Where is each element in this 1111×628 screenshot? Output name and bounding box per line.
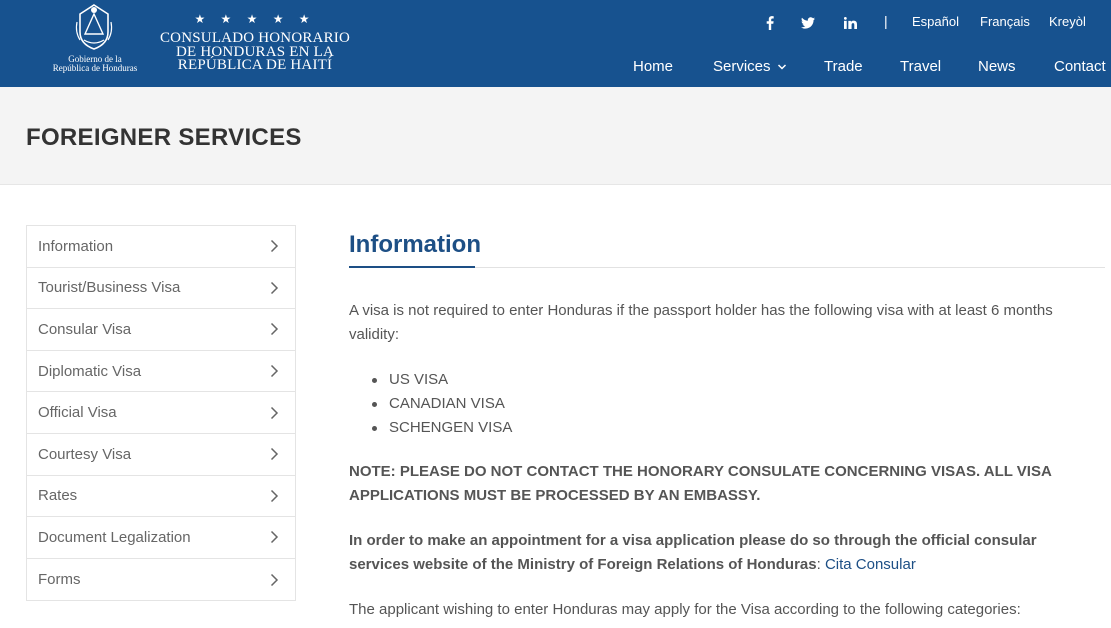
appointment-paragraph (349, 529, 1089, 577)
sidebar-item-label: Diplomatic Visa (38, 362, 142, 380)
chevron-right-icon (270, 489, 279, 503)
nav-services-label: Services (713, 58, 771, 75)
facebook-icon[interactable] (760, 12, 780, 34)
sidebar-item-label: Information (38, 237, 114, 255)
sidebar-menu (26, 225, 296, 601)
chevron-right-icon (270, 530, 279, 544)
sidebar-item-rates[interactable] (27, 476, 295, 518)
consulate-name-line-3: REPÚBLICA DE HAITÍ (177, 57, 333, 73)
language-link-es[interactable]: Español (912, 14, 959, 29)
page-banner (0, 87, 1111, 185)
title-underline (349, 266, 475, 268)
gov-line-1: Gobierno de la (68, 54, 122, 64)
nav-travel[interactable]: Travel (900, 58, 942, 75)
linkedin-icon[interactable] (840, 12, 860, 34)
language-link-fr[interactable]: Français (980, 14, 1030, 29)
cita-consular-link[interactable]: Cita Consular (824, 556, 916, 573)
chevron-right-icon (270, 322, 279, 336)
sidebar-item-courtesy-visa[interactable] (27, 434, 295, 476)
chevron-right-icon (270, 406, 279, 420)
gov-line-2: República de Honduras (52, 63, 138, 73)
coat-of-arms-icon (74, 2, 114, 52)
chevron-down-icon (777, 62, 787, 72)
sidebar-item-label: Courtesy Visa (38, 445, 132, 463)
visa-list (349, 368, 512, 440)
site-header (0, 0, 1111, 87)
list-item: CANADIAN VISA (349, 392, 512, 416)
header-separator: | (884, 13, 888, 29)
nav-news[interactable]: News (978, 58, 1016, 75)
appointment-text: In order to make an appointment for a visa application please do so through the official consular services website of the Ministry of Foreign Relations of Honduras (349, 532, 1037, 573)
intro-paragraph: A visa is not required to enter Honduras if the passport holder has the following visa with at least 6 months validity: (349, 302, 1053, 343)
language-link-ht[interactable]: Kreyòl (1049, 14, 1086, 29)
consulate-name-line-1: CONSULADO HONORARIO (159, 30, 351, 46)
nav-trade[interactable]: Trade (824, 58, 863, 75)
sidebar-item-label: Consular Visa (38, 320, 132, 338)
sidebar-item-consular-visa[interactable] (27, 309, 295, 351)
sidebar-item-tourist-business-visa[interactable] (27, 268, 295, 310)
chevron-right-icon (270, 573, 279, 587)
sidebar-item-document-legalization[interactable] (27, 517, 295, 559)
chevron-right-icon (270, 281, 279, 295)
sidebar-item-official-visa[interactable] (27, 392, 295, 434)
visa-note: NOTE: PLEASE DO NOT CONTACT THE HONORARY CONSULATE CONCERNING VISAS. ALL VISA APPLICATIONS MUST BE PROCESSED BY AN EMBASSY. (349, 463, 1052, 504)
chevron-right-icon (270, 447, 279, 461)
page-title: FOREIGNER SERVICES (26, 124, 302, 151)
section-title: Information (349, 231, 481, 258)
sidebar-item-label: Rates (38, 487, 78, 505)
consulate-name-line-2: DE HONDURAS EN LA (176, 44, 334, 60)
categories-paragraph: The applicant wishing to enter Honduras may apply for the Visa according to the following categories: (349, 601, 1021, 618)
sidebar-item-label: Tourist/Business Visa (38, 279, 181, 297)
sidebar-item-label: Official Visa (38, 404, 117, 422)
main-content (349, 225, 1105, 618)
appointment-colon: : (816, 556, 825, 573)
list-item: SCHENGEN VISA (349, 416, 512, 440)
stars-icon: ★ ★ ★ ★ ★ (194, 12, 316, 26)
sidebar-item-label: Document Legalization (38, 528, 191, 546)
sidebar-item-information[interactable] (27, 226, 295, 268)
nav-contact[interactable]: Contact (1054, 58, 1106, 75)
list-item: US VISA (349, 368, 512, 392)
twitter-icon[interactable] (798, 12, 818, 34)
nav-home[interactable]: Home (633, 58, 674, 75)
sidebar-item-forms[interactable] (27, 559, 295, 601)
nav-services[interactable] (713, 58, 787, 75)
sidebar-item-label: Forms (38, 571, 81, 589)
chevron-right-icon (270, 364, 279, 378)
sidebar-item-diplomatic-visa[interactable] (27, 351, 295, 393)
section-header (349, 225, 1105, 268)
chevron-right-icon (270, 239, 279, 253)
main-nav (0, 58, 1111, 80)
